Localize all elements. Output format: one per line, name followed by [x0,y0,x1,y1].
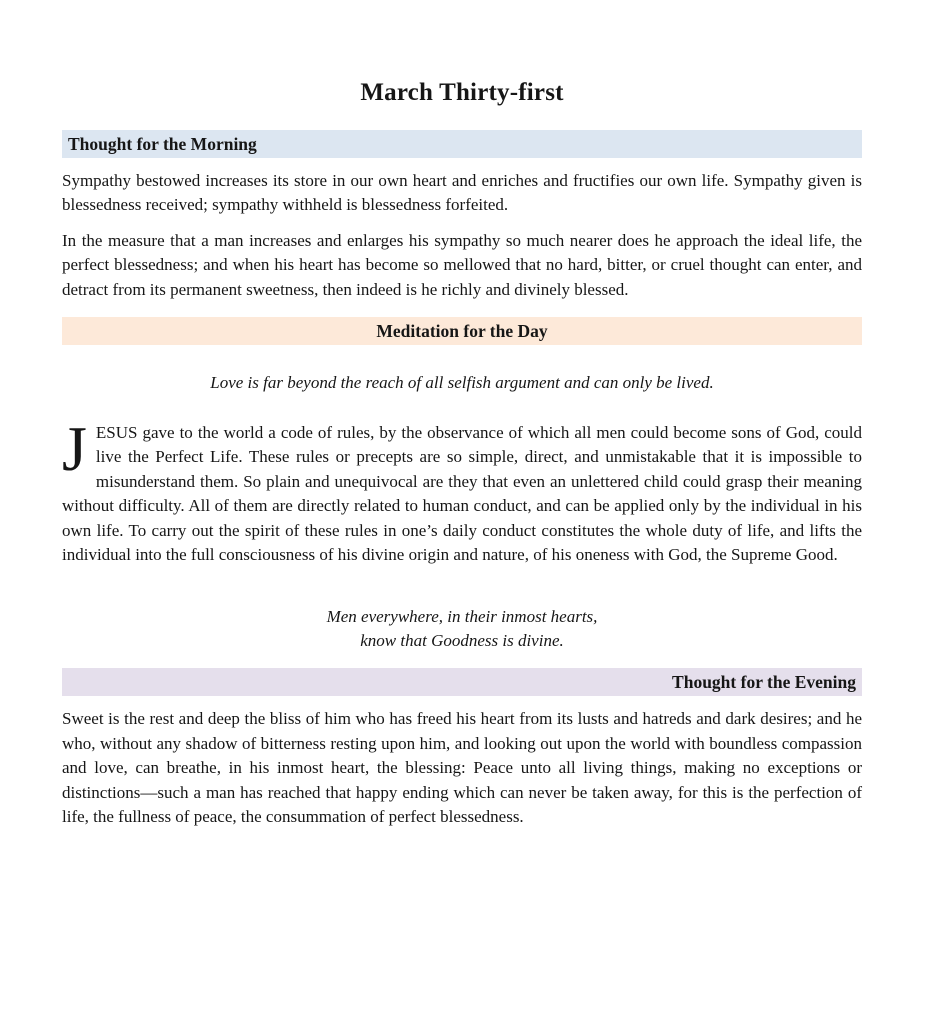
page-title: March Thirty-first [360,79,564,106]
evening-paragraph: Sweet is the rest and deep the bliss of him who has freed his heart from its lusts and hatreds and dark desires; and he who, without any shadow of bitterness resting upon him, and looking out upon the world with boundless compassion and love, can breathe, in his inmost heart, the blessing: Peace unto all living things, making no exceptions or distinctions—such a man has reached that happy ending which can never be taken away, for this is the perfection of life, the fullness of peace, the consummation of perfect blessedness. [62,709,862,827]
meditation-quote: Love is far beyond the reach of all selfish argument and can only be lived. [210,373,714,393]
section-header-morning [62,130,862,158]
morning-paragraph-1: Sympathy bestowed increases its store in our own heart and enriches and fructifies our own life. Sympathy given is blessedness received; sympathy withheld is blessedness forfeited. [62,171,862,215]
section-header-day [62,317,862,345]
section-header-morning-label: Thought for the Morning [68,134,257,154]
section-header-day-label: Meditation for the Day [376,321,548,342]
meditation-verse [62,605,862,653]
section-header-evening-label: Thought for the Evening [672,672,856,693]
meditation-paragraph [62,413,862,567]
section-header-evening [62,668,862,696]
drop-cap: J [62,413,87,485]
verse-line-1: Men everywhere, in their inmost hearts, [326,607,598,627]
morning-paragraph-2: In the measure that a man increases and enlarges his sympathy so much nearer does he approach the ideal life, the perfect blessedness; and when his heart has become so mellowed that no hard, bitter, or cruel thought can enter, and detract from its permanent sweetness, then indeed is he richly and divinely blessed. [62,230,862,299]
verse-line-2: know that Goodness is divine. [360,631,564,651]
meditation-paragraph-text: ESUS gave to the world a code of rules, by the observance of which all men could become sons of God, could live the Perfect Life. These rules or precepts are so simple, direct, and unmistakable that it is impossible to misunderstand them. So plain and unequivocal are they that even an unlettered child could grasp their meaning without difficulty. All of them are directly related to human conduct, and can be applied only by the individual in his own life. To carry out the spirit of these rules in one’s daily conduct constitutes the whole duty of life, and lifts the individual into the full consciousness of his divine origin and nature, of his oneness with God, the Supreme Good. [62,423,862,565]
